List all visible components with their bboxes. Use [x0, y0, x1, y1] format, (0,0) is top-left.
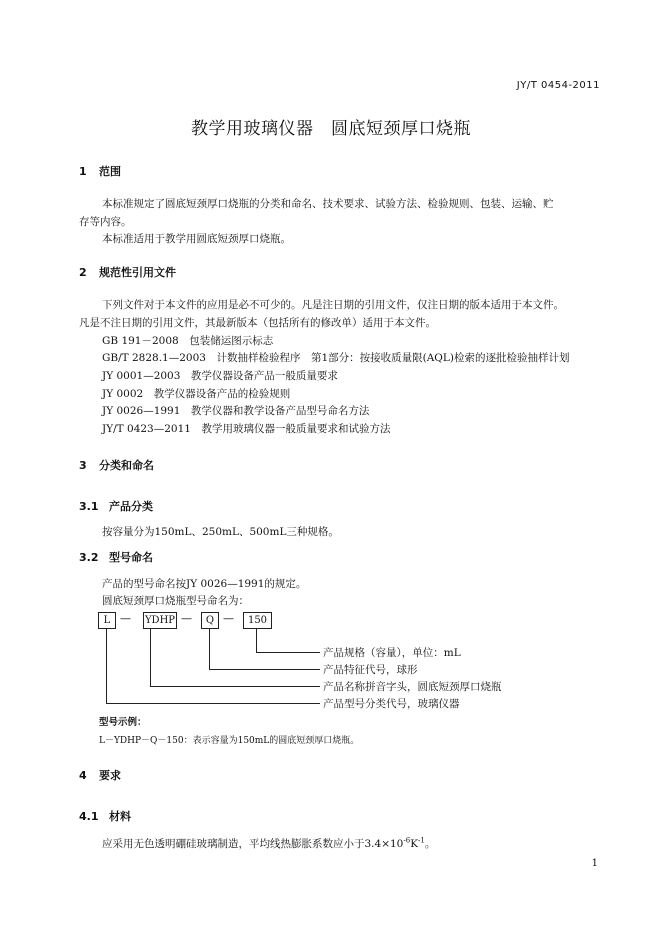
model-label-spec: 产品规格（容量），单位：mL: [323, 647, 461, 659]
model-box-name: YDHP: [143, 612, 177, 629]
leader-line: [209, 669, 320, 670]
reference-item: JY/T 0423—2011 教学用玻璃仪器一般质量要求和试验方法: [102, 423, 391, 435]
text-run: 。: [424, 838, 436, 850]
model-label-category: 产品型号分类代号，玻璃仪器: [323, 698, 460, 710]
reference-item: JY 0001—2003 教学仪器设备产品一般质量要求: [102, 370, 338, 382]
page-number: 1: [591, 858, 598, 869]
reference-item: GB 191－2008 包装储运图示标志: [102, 335, 274, 347]
subsection-4-1-heading: [79, 808, 131, 824]
paragraph: 本标准规定了圆底短颈厚口烧瓶的分类和命名、技术要求、试验方法、检验规则、包装、运输、贮: [102, 198, 554, 210]
leader-line: [106, 703, 320, 704]
model-box-category: L: [98, 612, 116, 629]
leader-line: [209, 629, 210, 670]
model-label-name: 产品名称拼音字头，圆底短颈厚口烧瓶: [323, 681, 502, 693]
example-text: L－YDHP－Q－150：表示容量为150mL的圆底短颈厚口烧瓶。: [99, 736, 360, 746]
section-3-heading: [79, 457, 154, 473]
leader-line: [256, 629, 257, 653]
section-number: 1: [79, 165, 87, 178]
section-number: 3: [79, 459, 87, 472]
paragraph: 存等内容。: [79, 216, 132, 228]
section-title: 要求: [99, 769, 121, 782]
subsection-number: 3.2: [79, 551, 99, 564]
subsection-number: 4.1: [79, 810, 99, 823]
leader-line: [106, 629, 107, 704]
example-title: 型号示例：: [99, 717, 147, 728]
section-number: 4: [79, 769, 87, 782]
paragraph: 产品的型号命名按JY 0026—1991的规定。: [102, 578, 307, 590]
leader-line: [256, 652, 320, 653]
text-run: 应采用无色透明硼硅玻璃制造，平均线热膨胀系数应小于3.4×10: [102, 838, 404, 850]
section-1-heading: [79, 163, 121, 179]
paragraph: 圆底短颈厚口烧瓶型号命名为：: [102, 595, 249, 607]
text-run: K: [410, 838, 419, 850]
paragraph: 按容量分为150mL、250mL、500mL三种规格。: [102, 526, 339, 538]
model-label-feature: 产品特征代号，球形: [323, 664, 418, 676]
reference-item: GB/T 2828.1—2003 计数抽样检验程序 第1部分：按接收质量限(AQL)检索的逐批检验抽样计划: [102, 352, 570, 364]
model-box-spec: 150: [243, 612, 272, 629]
model-box-feature: Q: [201, 612, 219, 629]
subsection-title: 产品分类: [109, 500, 153, 513]
superscript: -6: [403, 836, 411, 845]
paragraph: [102, 836, 435, 851]
section-number: 2: [79, 266, 87, 279]
model-dash: —: [181, 612, 192, 625]
reference-item: JY 0026—1991 教学仪器和教学设备产品型号命名方法: [102, 405, 370, 417]
leader-line: [150, 629, 151, 687]
leader-line: [150, 686, 320, 687]
subsection-3-2-heading: [79, 549, 153, 565]
standard-number: JY/T 0454-2011: [516, 80, 600, 91]
subsection-title: 型号命名: [109, 551, 153, 564]
section-title: 范围: [99, 165, 121, 178]
section-title: 分类和命名: [99, 459, 154, 472]
paragraph: 本标准适用于教学用圆底短颈厚口烧瓶。: [102, 233, 291, 245]
model-dash: —: [120, 612, 131, 625]
reference-item: JY 0002 教学仪器设备产品的检验规则: [102, 388, 291, 400]
section-4-heading: [79, 767, 121, 783]
paragraph: 下列文件对于本文件的应用是必不可少的。凡是注日期的引用文件，仅注日期的版本适用于本文件。: [102, 299, 564, 311]
paragraph: 凡是不注日期的引用文件，其最新版本（包括所有的修改单）适用于本文件。: [79, 317, 436, 329]
page-title: 教学用玻璃仪器 圆底短颈厚口烧瓶: [191, 119, 471, 139]
subsection-title: 材料: [109, 810, 131, 823]
section-title: 规范性引用文件: [99, 266, 176, 279]
section-2-heading: [79, 264, 176, 280]
model-dash: —: [223, 612, 234, 625]
subsection-3-1-heading: [79, 498, 153, 514]
superscript: -1: [418, 836, 425, 845]
subsection-number: 3.1: [79, 500, 99, 513]
